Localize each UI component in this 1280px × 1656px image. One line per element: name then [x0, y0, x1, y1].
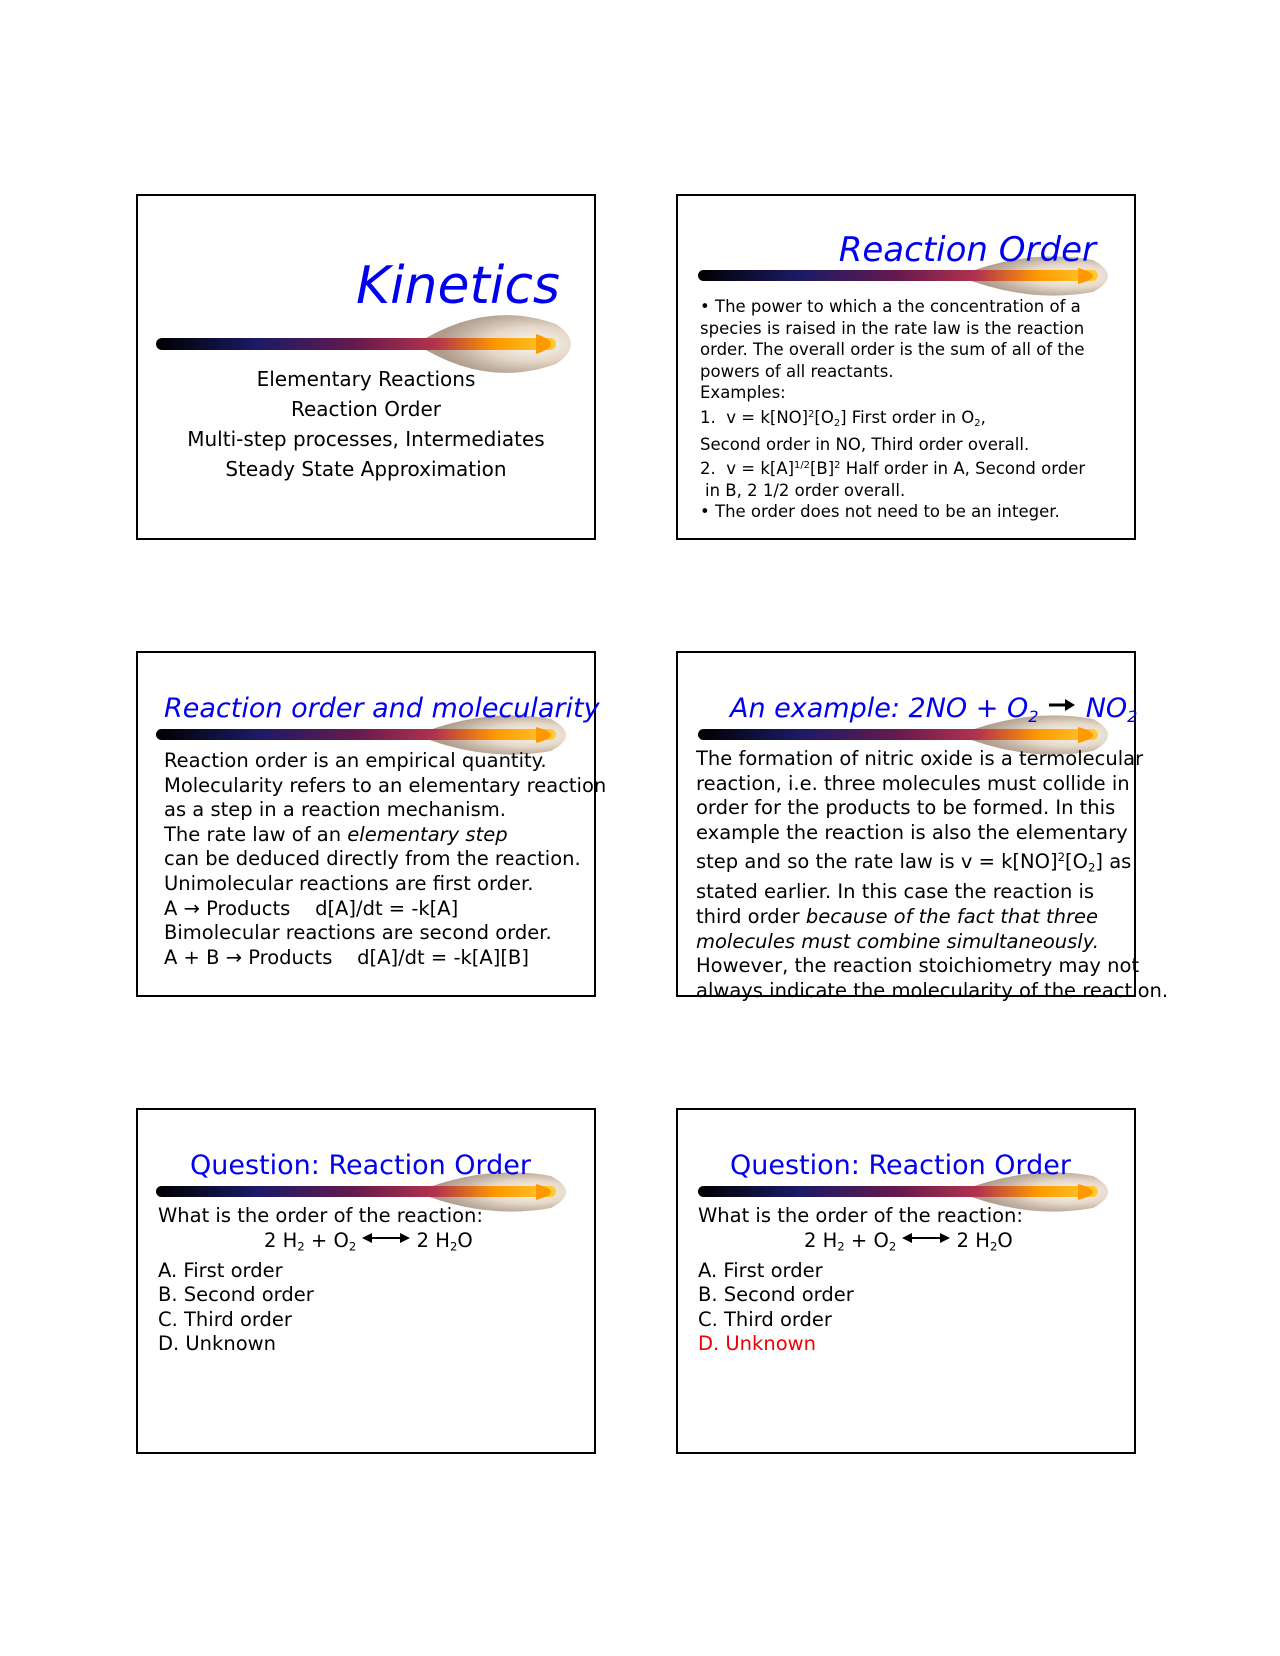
- slide-title: Reaction order and molecularity: [164, 693, 600, 724]
- answer-option: B. Second order: [698, 1283, 854, 1307]
- slide-reaction-order: [676, 194, 1136, 540]
- rate-equation: A + B → Products d[A]/dt = -k[A][B]: [164, 945, 529, 969]
- answer-option: C. Third order: [158, 1307, 292, 1331]
- topic-item: Steady State Approximation: [225, 457, 507, 481]
- slide-body: The formation of nitric oxide is a termolecular reaction, i.e. three molecules must collide in order for the products to be formed. In this example the reaction is also the elementary step and so the rate law is $v = k[NO]^2[O_2]$ as stated earlier. In this case the reaction is third order because of the fact that three molecules must combine simultaneously. However, the reaction stoichiometry may not always indicate the molecularity of the reaction.: [696, 747, 1169, 1002]
- double-arrow-icon: [902, 1231, 950, 1245]
- topic-list: [138, 364, 594, 484]
- answer-option: A. First order: [158, 1258, 283, 1282]
- slide-molecularity: [136, 651, 607, 997]
- reaction-arrow-icon: [1047, 697, 1077, 713]
- double-arrow-icon: [362, 1231, 410, 1245]
- answer-option: B. Second order: [158, 1283, 314, 1307]
- slide-title: Question: Reaction Order: [190, 1150, 532, 1181]
- slide-title: Question: Reaction Order: [730, 1150, 1072, 1181]
- bullet-point: • The power to which a the concentration of a: [700, 297, 1081, 316]
- example-1: 1. $v = k[NO]^2[O_2]$ First order in $O_2$,: [700, 407, 986, 429]
- topic-item: Multi-step processes, Intermediates: [187, 427, 545, 451]
- slide-question: [136, 1108, 596, 1454]
- topic-item: Elementary Reactions: [256, 367, 476, 391]
- slide-body: What is the order of the reaction: 2 $H_2 + O_2$ 2 $H_2O$ A. First order B. Second order C. Third order D. Unknown: [698, 1204, 1023, 1356]
- answer-option: A. First order: [698, 1258, 823, 1282]
- reaction-equation: 2 $H_2 + O_2$ 2 $H_2O$: [264, 1228, 473, 1254]
- slide-title: Reaction Order: [838, 230, 1096, 270]
- slide-kinetics: [136, 194, 596, 540]
- slide-title: An example: $2NO + O_2$ $NO_2$: [730, 693, 1138, 726]
- answer-option: D. Unknown: [158, 1332, 276, 1356]
- example-2: 2. $v = k[A]^{1/2}[B]^2$ Half order in A, Second order: [700, 459, 1086, 479]
- slide-body: Reaction order is an empirical quantity. Molecularity refers to an elementary reaction as a step in a reaction mechanism. The rate law of an elementary step can be deduced directly from the reaction. Unimolecular reactions are first order. A → Products d[A]/dt = -k[A] Bimolecular reactions are second order. A + B → Products d[A]/dt = -k[A][B]: [164, 749, 607, 969]
- rate-equation: A → Products d[A]/dt = -k[A]: [164, 896, 459, 920]
- bullet-point: • The order does not need to be an integer.: [700, 502, 1060, 522]
- slide-question-answer: [676, 1108, 1136, 1454]
- slide-example: [676, 651, 1169, 1002]
- correct-answer-option: D. Unknown: [698, 1332, 816, 1356]
- answer-option: C. Third order: [698, 1307, 832, 1331]
- slide-body: • The power to which a the concentration of a species is raised in the rate law is the reaction order. The overall order is the sum of all of the powers of all reactants. Examples: 1. $v = k[NO]^2[O_2]$ First order in $O_2$, Second order in NO, Third order overall. 2. $v = k[A]^{1/2}[B]^2$ Half order in A, Second order in B, 2 1/2 order overall. • The order does not need to be an integer.: [700, 297, 1086, 522]
- slide-title: Kinetics: [355, 256, 560, 316]
- topic-item: Reaction Order: [290, 397, 442, 421]
- slide-body: What is the order of the reaction: 2 $H_2 + O_2$ 2 $H_2O$ A. First order B. Second order C. Third order D. Unknown: [158, 1204, 483, 1356]
- reaction-equation: 2 $H_2 + O_2$ 2 $H_2O$: [804, 1228, 1013, 1254]
